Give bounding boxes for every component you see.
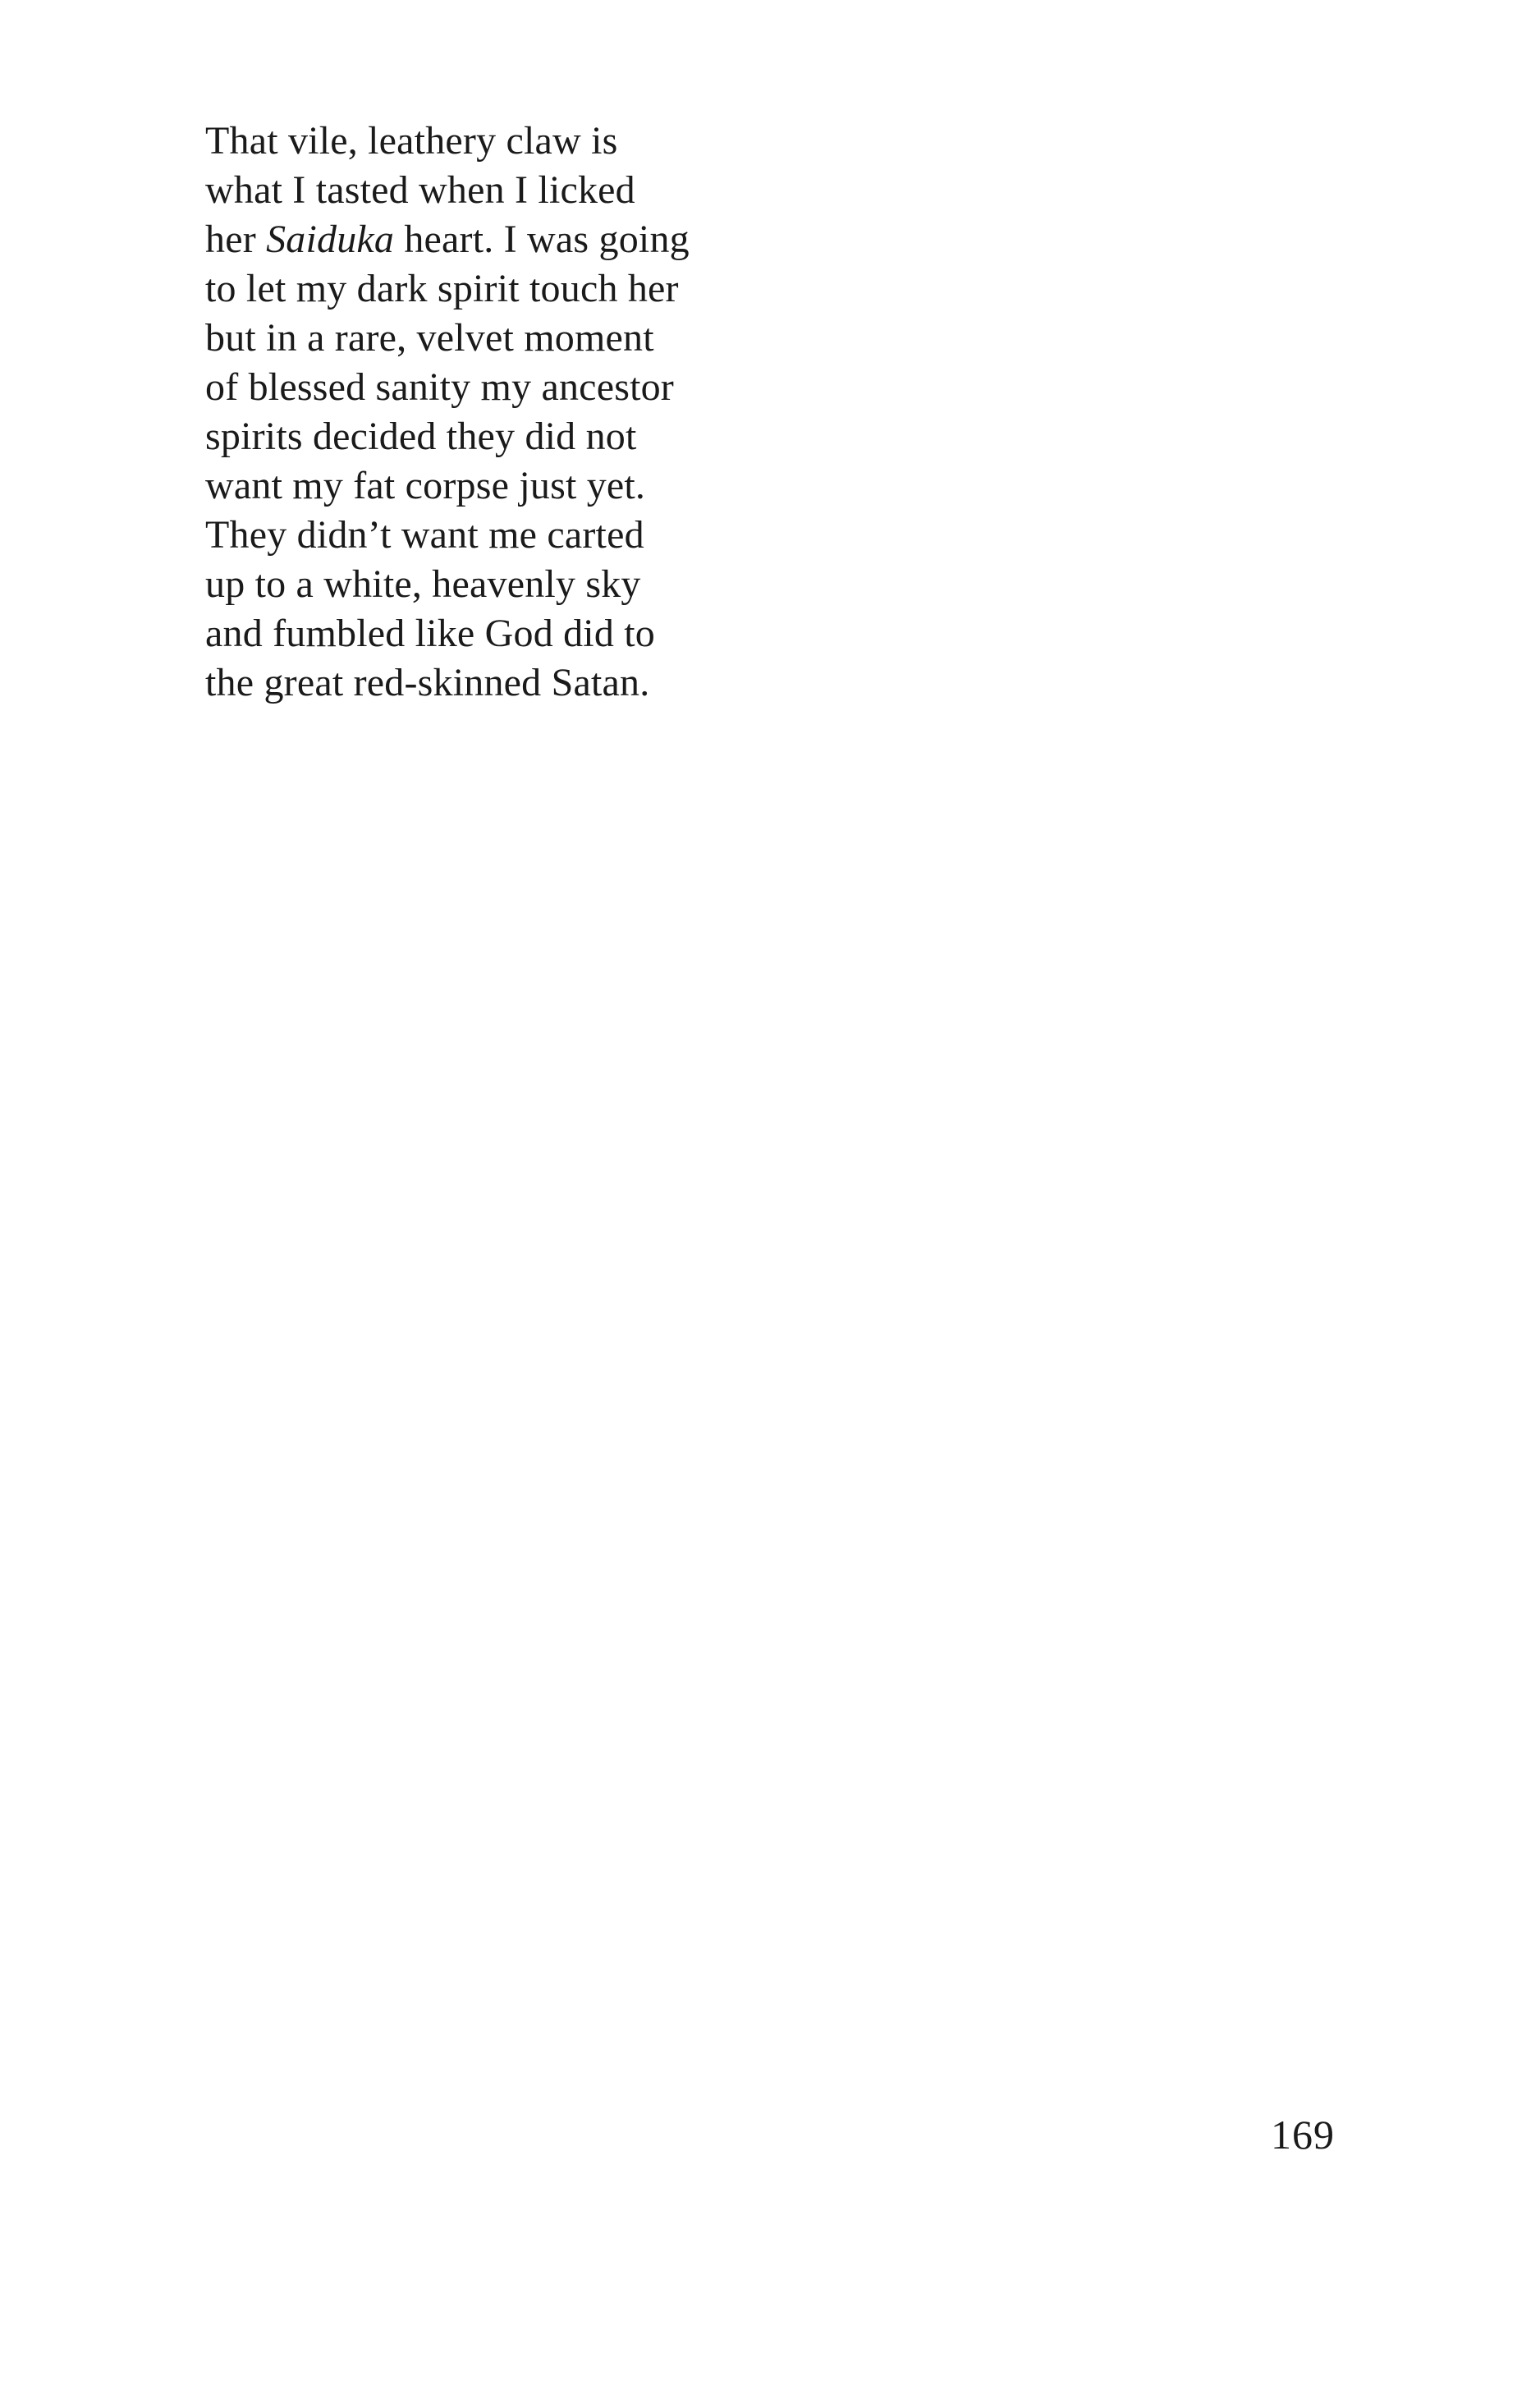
poem-stanza [205, 117, 829, 708]
poem-line: want my fat corpse just yet. [205, 464, 646, 507]
poem-line: to let my dark spirit touch her [205, 267, 679, 310]
poem-line: They didn’t want me carted [205, 513, 644, 557]
poem-line: but in a rare, velvet moment [205, 316, 654, 360]
poem-line-segment: her [205, 218, 267, 261]
poem-line: That vile, leathery claw is [205, 119, 618, 163]
poem-line: of blessed sanity my ancestor [205, 365, 674, 409]
page-number: 169 [1271, 2112, 1335, 2158]
italic-word: Saiduka [266, 218, 395, 261]
poem-line: and fumbled like God did to [205, 612, 655, 655]
poem-line: spirits decided they did not [205, 415, 637, 458]
poem-line: what I tasted when I licked [205, 168, 635, 212]
poem-line: up to a white, heavenly sky [205, 562, 641, 606]
poem-line [205, 215, 829, 264]
poem-line-segment: heart. I was going [394, 218, 690, 261]
poem-line: the great red-skinned Satan. [205, 661, 650, 704]
